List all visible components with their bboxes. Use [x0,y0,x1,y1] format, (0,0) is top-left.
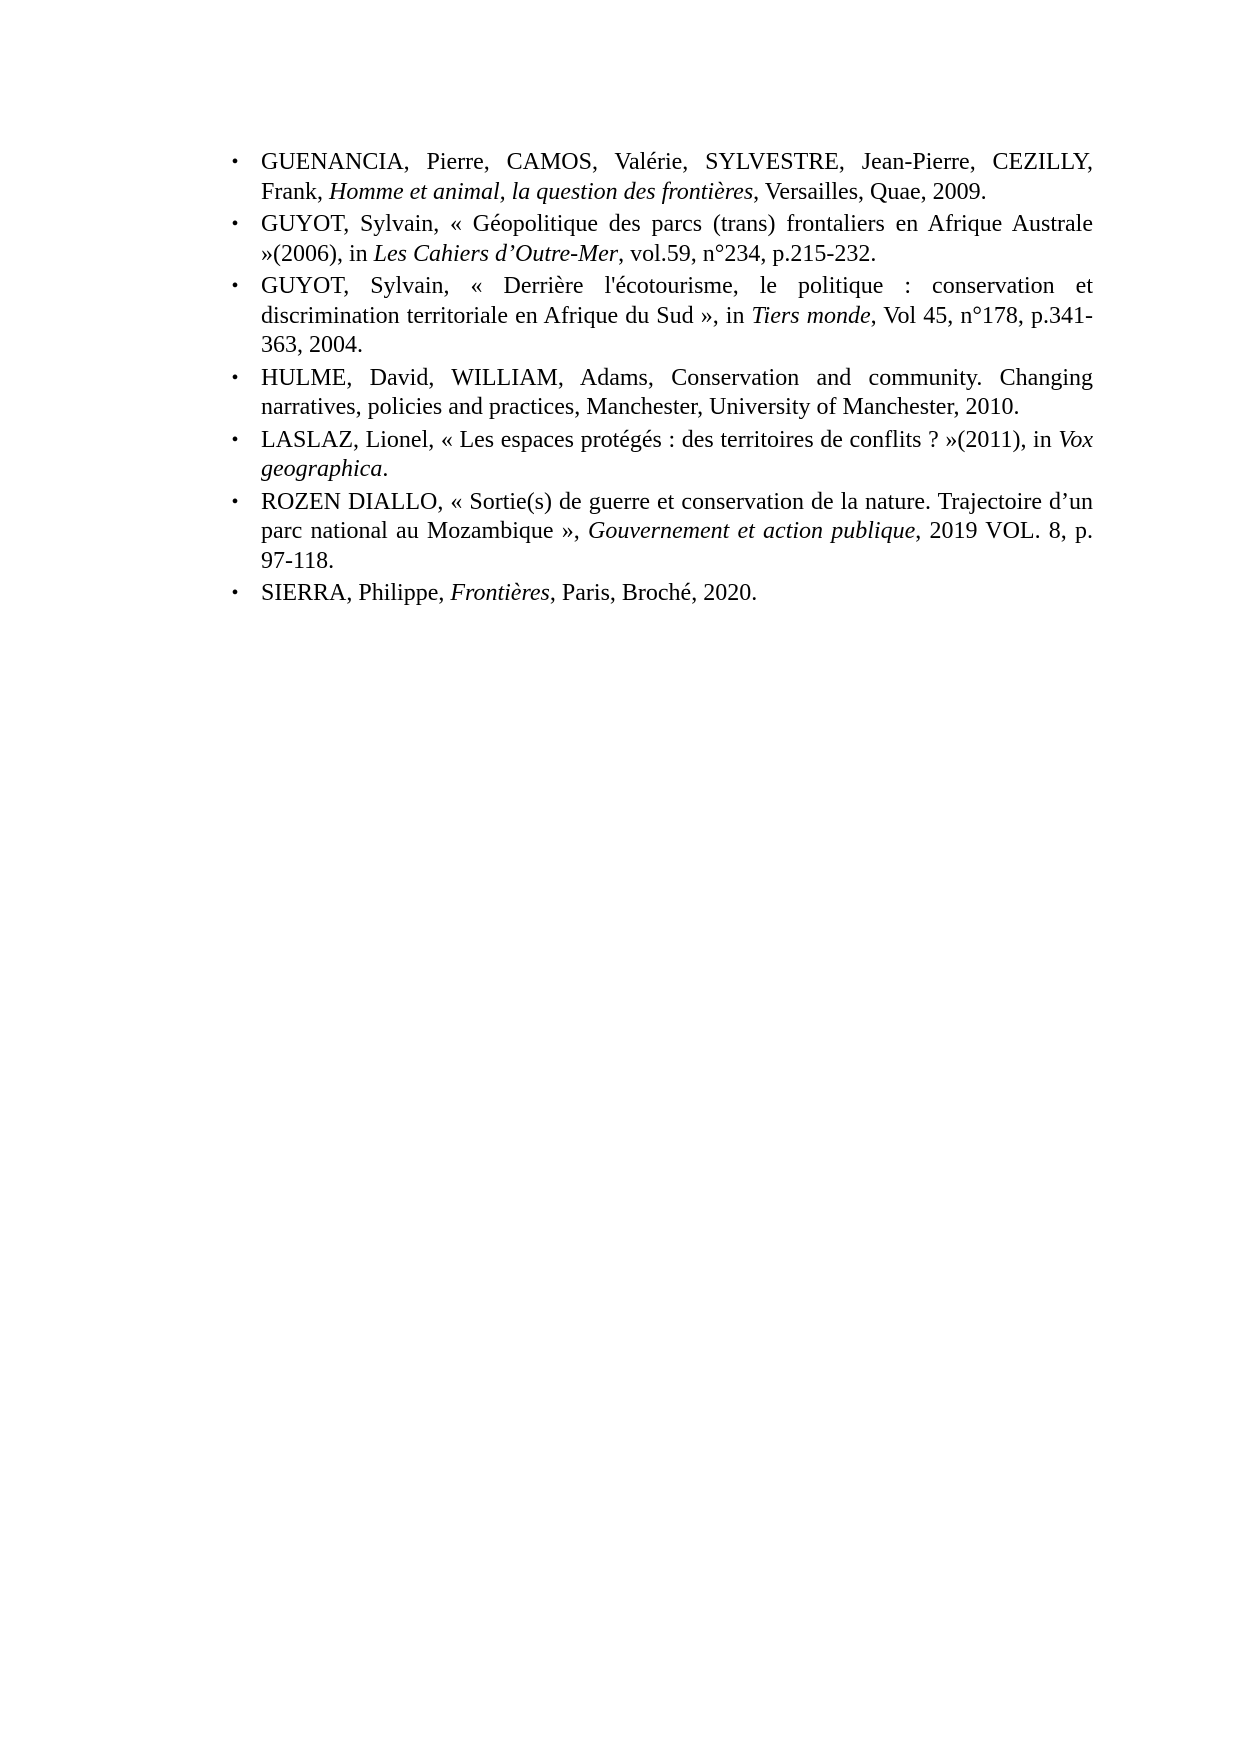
entry-title-italic: Homme et animal, la question des frontières [329,178,754,205]
bibliography-entry [223,488,1093,577]
entry-text-segment: , Versailles, Quae, 2009. [753,178,987,205]
bibliography-list [223,148,1093,612]
entry-text [261,580,757,606]
entry-text-segment: ROZEN DIALLO, « Sortie(s) de guerre et conservation de la nature. Trajectoire d’un parc national au Mozambique », [261,488,1093,544]
entry-text-segment: GUENANCIA, Pierre, CAMOS, Valérie, SYLVESTRE, Jean-Pierre, CEZILLY, Frank, [261,149,1093,205]
bullet-icon: • [231,428,239,451]
entry-title-italic: Les Cahiers d’Outre-Mer [373,240,619,267]
entry-title-italic: Gouvernement et action publique [588,518,916,544]
bullet-icon: • [231,490,239,513]
entry-text-segment: SIERRA, Philippe, [261,580,451,606]
entry-text-segment: HULME, David, WILLIAM, Adams, Conservation and community. Changing narratives, policies and practices, Manchester, University of Manchester, 2010. [261,364,1093,420]
bullet-icon: • [231,275,239,297]
bibliography-entry [223,272,1093,361]
entry-text [261,149,1093,205]
entry-text-segment: , vol.59, n°234, p.215-232. [618,240,877,267]
bullet-icon: • [231,213,239,235]
entry-text-segment: , 2019 VOL. 8, p. 97-118. [261,518,1094,574]
entry-text-segment: LASLAZ, Lionel, « Les espaces protégés : des territoires de conflits ? »(2011), in [261,426,1059,453]
entry-title-italic: Vox geographica [261,426,1093,482]
bibliography-entry [223,426,1093,485]
entry-text [261,211,1093,267]
bibliography-entry [223,364,1093,423]
bullet-icon: • [231,582,239,604]
entry-text [261,489,1093,574]
bibliography-entry [223,148,1093,207]
bibliography-entry [223,210,1093,269]
bullet-icon: • [231,151,239,173]
entry-text-segment: , Vol 45, n°178, p.341-363, 2004. [261,302,1093,358]
entry-text [261,273,1093,358]
bullet-icon: • [231,366,239,389]
entry-title-italic: Frontières [450,580,550,606]
entry-text-segment: . [382,456,389,482]
entry-text-segment: GUYOT, Sylvain, « Géopolitique des parcs (trans) frontaliers en Afrique Australe »(2006), in [261,211,1093,267]
entry-title-italic: Tiers monde [751,302,871,329]
bibliography-entry [223,579,1093,609]
entry-text-segment: GUYOT, Sylvain, « Derrière l'écotourisme, le politique : conservation et discrimination territoriale en Afrique du Sud », in [261,273,1093,329]
entry-text [261,365,1093,421]
entry-text [261,427,1093,483]
entry-text-segment: , Paris, Broché, 2020. [549,580,758,606]
